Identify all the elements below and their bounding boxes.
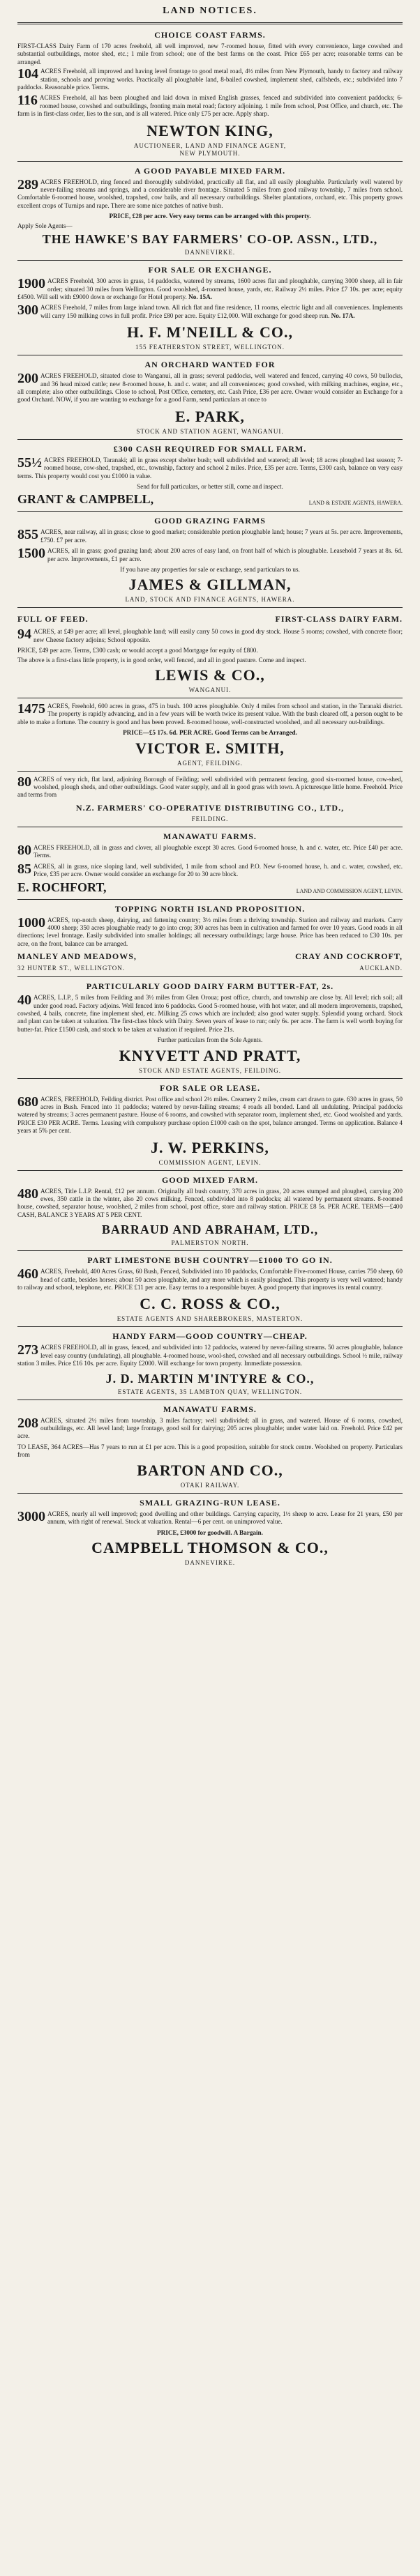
ad-mixed-farm	[17, 166, 403, 256]
agent-subtitle: STOCK AND ESTATE AGENTS, FEILDING.	[138, 1066, 282, 1074]
divider	[17, 439, 403, 440]
ad-text: ACRES FREEHOLD, Taranaki; all in grass except shelter bush; well subdivided and watered; all level; 18 acres ploughed last season; 7-roomed house, cow-shed, trapshed, etc., township, factory and school 2 miles. Price, £35 per acre. Terms, £300 cash, balance on very easy terms. This property would cost you £1000 in value.	[17, 456, 403, 480]
ad-paragraph	[17, 372, 403, 404]
agent-name: BARTON AND CO.,	[137, 1461, 283, 1479]
agent-name: E. PARK,	[175, 407, 245, 425]
ad-terms: PRICE, £49 per acre. Terms, £300 cash; or would accept a good Mortgage for equity of £800.	[17, 647, 258, 654]
ad-text: ACRES, all in grass; good grazing land; about 200 acres of easy land, on front half of which is ploughable. Leasehold 7 years at 8s. 6d. per acre. Improvements, £1 per acre.	[47, 547, 403, 562]
ad-title-row	[17, 612, 403, 627]
ad-text: ACRES, situated 2½ miles from township, 3 miles factory; well subdivided; all in grass, and watered. House of 6 rooms, cowshed, outbuildings, etc. All level land; large frontage, good soil for dairying; 205 acres ploughable; under water laid on. Freehold. Price £42 per acre.	[17, 1416, 403, 1440]
ad-title: TOPPING NORTH ISLAND PROPOSITION.	[114, 903, 306, 914]
agent-address: 155 FEATHERSTON STREET, WELLINGTON.	[135, 344, 285, 351]
agent-name-2: CRAY AND COCKROFT,	[295, 951, 403, 962]
ad-manawatu-farms	[17, 831, 403, 895]
ad-price: PRICE, £3000 for goodwill. A Bargain.	[157, 1528, 263, 1536]
ad-text: ACRES FREEHOLD, all in grass and clover, all ploughable except 30 acres. Good 6-roomed house, h. and c. water, etc. Price £40 per acre. Terms.	[33, 843, 403, 859]
ad-paragraph	[17, 277, 403, 301]
ad-text: ACRES Freehold, all has been ploughed and laid down in mixed English grasses, fenced and subdivided into convenient paddocks; 6-roomed house, cowshed and outbuildings, fronting main metal road; factory adjoining. 1 mile from school, Post Office, and church, etc. The farm is in first-class order, lies to the sun, and is all watered. Price only £75 per acre. Apply sharp.	[17, 94, 403, 118]
acreage-lead: 40	[17, 992, 31, 1009]
divider	[17, 976, 403, 977]
ad-good-mixed-farm	[17, 1175, 403, 1247]
ad-dairy-farm	[17, 612, 403, 693]
ad-text: ACRES FREEHOLD, ring fenced and thoroughly subdivided, practically all flat, and all easily ploughable. Particularly well watered by never-failing streams and springs, and a considerable river frontage. Situated 5 miles from good railway township, 7 miles from school. Comfortable 6-roomed house, woolshed, trapshed, cow bails, and all necessary outbuildings. Shelter plantations, orchard, etc. This property grows excellent crops of Turnips and rape. There are some nice patches of native bush.	[17, 178, 403, 209]
acreage-lead: 1475	[17, 701, 45, 717]
ad-manawatu-farms-2	[17, 1404, 403, 1489]
divider	[17, 161, 403, 162]
acreage-lead: 1500	[17, 546, 45, 562]
acreage-lead: 289	[17, 176, 38, 192]
ad-paragraph	[17, 844, 403, 860]
agent-name: N.Z. FARMERS' CO-OPERATIVE DISTRIBUTING CO., LTD.,	[75, 802, 345, 813]
ad-grazing-farms	[17, 516, 403, 603]
agent-name: H. F. M'NEILL & CO.,	[127, 323, 293, 342]
ad-paragraph	[17, 914, 403, 949]
acreage-lead: 94	[17, 627, 31, 643]
ad-paragraph	[17, 1344, 403, 1367]
ad-text: ACRES Freehold, 300 acres in grass, 14 paddocks, watered by streams, 1600 acres flat and ploughable, carrying 3000 sheep, all in fair order; situated 30 miles from Wellington. Good woolshed, 4-roomed house, yards, etc. Railway 2½ miles. Price £7 10s. per acre; equity £4500. Will sell with £9000 down or exchange for Hotel property.	[17, 277, 403, 300]
divider	[17, 1250, 403, 1251]
ad-paragraph	[17, 454, 403, 480]
ad-text: ACRES, nearly all well improved; good dwelling and other buildings. Carrying capacity, 1½ sheep to acre. Lease for 21 years, £50 per annum, with right of renewal. Stock at valuation. Rental—6 per cent. on unimproved value.	[47, 1510, 403, 1526]
ad-text: ACRES FREEHOLD, situated close to Wanganui, all in grass; several paddocks, well watered and fenced, carrying 40 cows, 50 bullocks, and 36 head mixed cattle; new 8-roomed house, h. and c. water, and all conveniences; good cowshed, with milking machines, engine, etc., all complete; also other outbuildings. Close to school, Post Office, cemetery, etc. Cash Price, £36 per acre. Owner would consider an Exchange for a good Orchard. NOW, if you are wanting to exchange for a good Farm, send particulars at once to	[17, 372, 403, 404]
agent-row	[17, 949, 403, 964]
ad-north-island	[17, 904, 403, 973]
agent-name: E. ROCHFORT,	[17, 880, 107, 894]
acreage-lead: 208	[17, 1415, 38, 1431]
divider	[17, 1493, 403, 1494]
acreage-lead: 1900	[17, 276, 45, 292]
ad-text: ACRES, FREEHOLD, Feilding district. Post office and school 2½ miles. Creamery 2 miles, cream cart drawn to gate. 630 acres in grass, 50 acres in Bush. Fenced into 11 paddocks; watered by never-failing streams; 4 roads all bonded. Land all undulating. Principal paddocks watered by streams; 3 acres permanent pasture. House of 6 rooms, and cowshed with separator room, implement shed, etc. Good woolshed and yards. PRICE £30 PER ACRE. Terms. Leasing with compulsory purchase option £1000 cash on the spot, balance arranged. Terms on application. Balance 4 years at 5% per cent.	[17, 1095, 403, 1135]
ad-paragraph-2	[17, 68, 403, 91]
ad-sale-exchange	[17, 265, 403, 351]
agent-row	[17, 492, 403, 507]
acreage-lead: 200	[17, 371, 38, 387]
acreage-lead: 85	[17, 861, 31, 877]
ad-paragraph	[17, 703, 403, 726]
ad-paragraph	[17, 1096, 403, 1135]
agent-subtitle: STOCK AND STATION AGENT, WANGANUI.	[136, 427, 284, 435]
ad-text: ACRES, near railway, all in grass; close to good market; considerable portion ploughable land; house; 7 years at 5s. per acre. Improvements, £750. £7 per acre.	[40, 528, 403, 544]
ad-title-right: FIRST-CLASS DAIRY FARM.	[275, 614, 403, 624]
divider	[17, 607, 403, 608]
agent-name: C. C. ROSS & CO.,	[140, 1295, 280, 1313]
ad-paragraph	[17, 776, 403, 799]
ad-paragraph	[17, 628, 403, 644]
acreage-lead: 855	[17, 527, 38, 543]
agent-subtitle: LAND, STOCK AND FINANCE AGENTS, HAWERA.	[125, 596, 295, 604]
acreage-lead: 273	[17, 1342, 38, 1358]
agent-place: FEILDING.	[191, 815, 229, 822]
ad-grazing-run	[17, 1498, 403, 1566]
ad-note: If you have any properties for sale or exchange, send particulars to us.	[120, 566, 300, 573]
ad-title: AN ORCHARD WANTED FOR	[144, 360, 276, 370]
agent-place: PALMERSTON NORTH.	[171, 1239, 249, 1247]
agent-place: NEW PLYMOUTH.	[179, 149, 241, 157]
ad-title: MANAWATU FARMS.	[163, 831, 257, 841]
ad-text: ACRES, L.I.P., 5 miles from Feilding and 3½ miles from Glen Oroua; post office, church, and township are close by. All level; rich soil; all under good road. Factory adjoins. Well fenced into 6 paddocks. Good 5-roomed house, with hot water, and all modern improvements, trapshed, cowshed, 4 bails, concrete, fine implement shed, etc. Milking 25 cows which are included; also good water supply. Splendid young orchard. Stock and plant can be taken at valuation. The first-class block with Dairy. Seven years of lease to run; only 6s. per acre. The farm is well worth buying for butter-fat. Price £1500 cash, and stock to be taken at valuation if required. Price 21s.	[17, 994, 403, 1033]
agent-subtitle: LAND & ESTATE AGENTS, HAWERA.	[308, 500, 403, 507]
ad-title: MANAWATU FARMS.	[163, 1404, 257, 1414]
ad-text: ACRES, at £49 per acre; all level, ploughable land; will easily carry 50 cows in good dry stock. House 5 rooms; cowshed, with concrete floor; new Cheese factory adjoins; School opposite.	[33, 628, 403, 643]
ad-note: The above is a first-class little property, is in good order, well fenced, and all in good pasture. Come and inspect.	[17, 656, 306, 664]
ad-paragraph	[17, 1188, 403, 1220]
ad-note: Further particulars from the Sole Agents.	[157, 1036, 263, 1044]
ad-title: CHOICE COAST FARMS.	[154, 30, 266, 40]
divider	[17, 1326, 403, 1327]
ad-ref: No. 17A.	[331, 312, 355, 319]
acreage-lead: 80	[17, 842, 31, 858]
ad-ref: No. 15A.	[188, 293, 213, 300]
ad-title: PART LIMESTONE BUSH COUNTRY—£1000 TO GO IN.	[87, 1255, 333, 1266]
ad-butter-fat	[17, 981, 403, 1073]
divider	[17, 1170, 403, 1171]
ad-title: HANDY FARM—GOOD COUNTRY—CHEAP.	[112, 1331, 308, 1342]
agent-subtitle: ESTATE AGENTS AND SHAREBROKERS, MASTERTON.	[117, 1315, 303, 1323]
acreage-lead: 104	[17, 66, 38, 82]
ad-paragraph-3	[17, 94, 403, 118]
ad-paragraph	[17, 528, 403, 544]
ad-price: PRICE, £28 per acre. Very easy terms can be arranged with this property.	[109, 213, 311, 220]
agent-place: DANNEVIRKE.	[184, 1558, 236, 1566]
ad-lease: TO LEASE, 364 ACRES—Has 7 years to run at £1 per acre. This is a good proposition, suitable for stock centre. Woolshed on property. Particulars from	[17, 1443, 403, 1459]
ad-title: PARTICULARLY GOOD DAIRY FARM BUTTER-FAT, 2s.	[86, 981, 334, 992]
acreage-lead: 55½	[17, 454, 42, 470]
ad-title: GOOD MIXED FARM.	[161, 1174, 259, 1185]
ad-title: SMALL GRAZING-RUN LEASE.	[140, 1497, 280, 1508]
agent-name: VICTOR E. SMITH,	[135, 739, 285, 757]
agent-subtitle: AUCTIONEER, LAND AND FINANCE AGENT,	[133, 141, 287, 149]
agent-name: CAMPBELL THOMSON & CO.,	[91, 1538, 329, 1556]
ad-price: PRICE—£5 17s. 6d. PER ACRE. Good Terms can be Arranged.	[123, 729, 297, 737]
ad-apply: Apply Sole Agents—	[17, 222, 73, 229]
agent-name: J. W. PERKINS,	[151, 1138, 269, 1156]
agent-name: JAMES & GILLMAN,	[128, 576, 292, 594]
divider	[17, 260, 403, 261]
acreage-lead: 116	[17, 93, 38, 109]
agent-name: J. D. MARTIN M'INTYRE & CO.,	[105, 1371, 315, 1386]
ad-title: GOOD GRAZING FARMS	[154, 516, 266, 526]
agent-sub-row	[17, 964, 403, 972]
agent-name: GRANT & CAMPBELL,	[17, 492, 154, 507]
agent-name: KNYVETT AND PRATT,	[119, 1046, 301, 1064]
agent-name: BARRAUD AND ABRAHAM, LTD.,	[101, 1222, 319, 1237]
ad-paragraph-2	[17, 863, 403, 879]
ad-paragraph-2	[17, 547, 403, 563]
acreage-lead: 300	[17, 302, 38, 319]
ad-paragraph	[17, 1510, 403, 1526]
agent-place: WANGANUI.	[188, 687, 232, 694]
divider	[17, 899, 403, 900]
ad-text: ACRES Freehold, 7 miles from large inland town. All rich flat and fine residence, 11 rooms, electric light and all conveniences. Implements will carry 150 milking cows in full profit. Price £80 per acre. Equity £12,000. Will exchange for good sheep run.	[40, 304, 403, 319]
ad-paragraph	[17, 1268, 403, 1291]
ad-text: ACRES, top-notch sheep, dairying, and fattening country; 3½ miles from a thriving township. Station and railway and markets. Carry 4000 sheep; 350 acres ploughable ready to go into crop; 300 acres has been in cultivation and farmed for over 10 years. Good roads in all directions; level frontage. Easily subdivided into smaller holdings; all necessary outbuildings; large house. Price has been reduced to £30 10s. per acre, on the front, balance can be arranged.	[17, 916, 403, 947]
agent-subtitle: AGENT, FEILDING.	[177, 759, 243, 767]
ad-text: ACRES, Freehold, 600 acres in grass, 475 in bush. 100 acres ploughable. Only 4 miles from school and station, in the Taranaki district. The property is rapidly advancing, and in a few years will be worth twice its present value. With the bush cleared off, a person ought to be able to make a fortune. The country is good and has been proved. 8-roomed house, well-constructed woolshed, and all necessary out-buildings.	[17, 703, 403, 726]
ad-note: Send for full particulars, or better still, come and inspect.	[137, 482, 283, 490]
acreage-lead: 1000	[17, 914, 45, 930]
ad-paragraph	[17, 994, 403, 1034]
agent-place: DANNEVIRKE.	[184, 249, 236, 256]
ad-title: FOR SALE OR EXCHANGE.	[148, 265, 272, 275]
ad-paragraph	[17, 178, 403, 210]
agent-name-1: MANLEY AND MEADOWS,	[17, 951, 137, 962]
acreage-lead: 80	[17, 774, 31, 790]
ad-text: ACRES Freehold, all improved and having level frontage to good metal road, 4½ miles from New Plymouth, handy to factory and railway station, schools and proving works. Practically all ploughable land, 8-bailed cowshed, implement shed, calfsheds, etc.; subdivided into 7 paddocks. Reasonable price. Terms.	[17, 68, 403, 91]
agent-name: THE HAWKE'S BAY FARMERS' CO-OP. ASSN., LTD.,	[42, 232, 378, 247]
agent-subtitle: COMMISSION AGENT, LEVIN.	[158, 1158, 262, 1166]
ad-paragraph-2	[17, 304, 403, 320]
agent-subtitle-2: AUCKLAND.	[359, 965, 403, 972]
agent-name: NEWTON KING,	[147, 121, 273, 139]
acreage-lead: 680	[17, 1094, 38, 1110]
ad-text: ACRES FREEHOLD, all in grass, fenced, and subdivided into 12 paddocks, watered by never-failing streams. 50 acres ploughable, balance level easy country (undulating), all ploughable. 4-roomed house, wool-shed, cowshed and all necessary outbuildings. School ½ mile, railway station 3 miles. Price £16 10s. per acre. Equity £2000. Will exchange for town property. Immediate possession.	[17, 1344, 403, 1367]
agent-subtitle: ESTATE AGENTS, 35 LAMBTON QUAY, WELLINGTON.	[117, 1388, 303, 1395]
ad-title: FOR SALE OR LEASE.	[159, 1082, 261, 1093]
agent-row	[17, 880, 403, 895]
acreage-lead: 480	[17, 1186, 38, 1202]
ad-paragraph	[17, 1417, 403, 1441]
acreage-lead: 3000	[17, 1508, 45, 1524]
ad-text: ACRES, Freehold, 400 Acres Grass, 60 Bush, Fenced, Subdivided into 10 paddocks, Comfortable Five-roomed House, carries 750 sheep, 60 head of cattle, besides horses; about 50 acres ploughable, and any more which is easily ploughed. This property is very well watered; handy to railway and school, telephone, etc. PRICE £11 per acre. Easy terms to a responsible buyer. A good property that improves its rental country.	[17, 1268, 403, 1291]
divider	[17, 22, 403, 24]
acreage-lead: 460	[17, 1266, 38, 1282]
divider	[17, 771, 403, 772]
ad-text: ACRES of very rich, flat land, adjoining Borough of Feilding; well subdivided with permanent fencing, good six-roomed house, cow-shed, woolshed, plough sheds, and other outbuildings. Good water supply, and all in good grass with town. A picturesque little home. Freehold. Price and terms from	[17, 775, 403, 799]
ad-title: £300 CASH REQUIRED FOR SMALL FARM.	[113, 443, 307, 454]
page-header: LAND NOTICES.	[163, 6, 257, 16]
ad-orchard-wanted	[17, 360, 403, 435]
agent-name: LEWIS & CO.,	[155, 666, 265, 684]
ad-paragraph: FIRST-CLASS Dairy Farm of 170 acres freehold, all well improved, new 7-roomed house, fitted with every convenience, large cowshed and substantial outbuildings, motor shed, etc.; 1 mile from school; one of the best farms on the coast. Price £65 per acre; reasonable terms can be arranged.	[17, 43, 403, 66]
ad-small-farm	[17, 444, 403, 507]
ad-title-left: FULL OF FEED.	[17, 614, 89, 624]
ad-flat-land	[17, 776, 403, 822]
agent-subtitle: LAND AND COMMISSION AGENT, LEVIN.	[296, 887, 403, 894]
agent-place: OTAKI RAILWAY.	[180, 1481, 240, 1489]
ad-choice-coast-farms	[17, 30, 403, 157]
agent-subtitle-1: 32 HUNTER ST., WELLINGTON.	[17, 965, 125, 972]
ad-limestone	[17, 1255, 403, 1322]
newspaper-page	[15, 0, 405, 2565]
ad-text: ACRES, Title L.I.P. Rental, £12 per annum. Originally all bush country, 370 acres in grass, 20 acres stumped and ploughed, carrying 200 ewes, 350 cattle in the winter, also 20 cows milking. Fenced, subdivided into 8 paddocks; all watered by permanent streams. 8-roomed house, cowshed, separator house, woolshed, 2 miles from school, post office, store and railway station. PRICE £8 5s. PER ACRE. TERMS—£400 CASH, BALANCE 3 YEARS AT 5 PER CENT.	[17, 1187, 403, 1218]
ad-bush-farm	[17, 703, 403, 767]
divider	[17, 511, 403, 512]
ad-handy-farm	[17, 1331, 403, 1395]
ad-title: A GOOD PAYABLE MIXED FARM.	[134, 165, 286, 176]
ad-sale-lease	[17, 1083, 403, 1166]
ad-text: ACRES, all in grass, nice sloping land, well subdivided, 1 mile from school and P.O. New 6-roomed house, h. and c. water, cowshed, etc. Price, £35 per acre. Owner would consider an exchange for 20 to 30 acre block.	[33, 862, 403, 878]
divider	[17, 1078, 403, 1079]
